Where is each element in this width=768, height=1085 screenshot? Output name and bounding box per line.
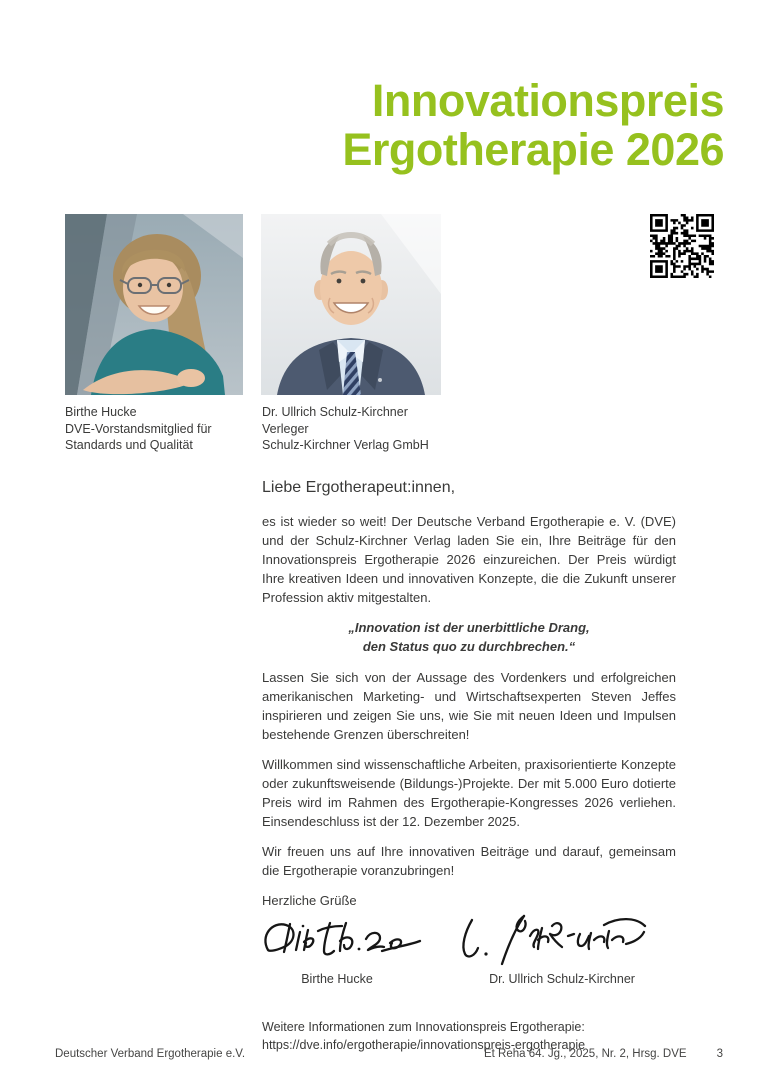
- paragraph-3: Willkommen sind wissenschaftliche Arbeiten, praxisorientierte Konzepte oder zukunftsweisende (Bildungs-)Projekte. Der mit 5.000 Euro dotierte Preis wird im Rahmen des Ergotherapie-Kongresses 2026 verliehen. Einsendeschluss ist der 12. Dezember 2025.: [262, 757, 676, 829]
- page-title-line-2: Ergotherapie 2026: [342, 124, 724, 175]
- quote: [262, 618, 676, 656]
- caption-line: Birthe Hucke: [65, 405, 137, 419]
- page-title-line-1: Innovationspreis: [371, 75, 724, 126]
- signature-schulz-kirchner: [458, 914, 648, 970]
- paragraph-1: es ist wieder so weit! Der Deutsche Verband Ergotherapie e. V. (DVE) und der Schulz-Kirchner Verlag laden Sie ein, Ihre Beiträge für den Innovationspreis Ergotherapie 2026 einzureichen. Der Preis würdigt Ihre kreativen Ideen und innovativen Konzepte, die die Zukunft unserer Profession aktiv mitgestalten.: [262, 514, 676, 605]
- paragraph-2: Lassen Sie sich von der Aussage des Vordenkers und erfolgreichen amerikanischen Marketing- und Wirtschaftsexperten Steven Jeffes inspirieren und zeigen Sie uns, wie Sie mit neuen Ideen und Impulsen bestehende Grenzen überschreiten!: [262, 670, 676, 742]
- caption-line: DVE-Vorstandsmitglied für: [65, 421, 212, 436]
- quote-line-1: „Innovation ist der unerbittliche Drang,: [348, 620, 590, 635]
- photo-birthe-hucke: [65, 214, 243, 395]
- signature-name-schulz-kirchner: Dr. Ullrich Schulz-Kirchner: [489, 972, 635, 986]
- caption-line: Verleger: [262, 421, 309, 436]
- qr-code-icon: [650, 214, 714, 278]
- footer-journal-info: Et Reha 64. Jg., 2025, Nr. 2, Hrsg. DVE: [483, 1048, 687, 1060]
- letter-body: [262, 478, 676, 1054]
- quote-line-2: den Status quo zu durchbrechen.“: [362, 639, 576, 654]
- caption-line: Dr. Ullrich Schulz-Kirchner: [262, 405, 408, 419]
- footer-publisher: Deutscher Verband Ergotherapie e.V.: [55, 1048, 246, 1060]
- more-info-heading: Weitere Informationen zum Innovationspreis Ergotherapie:: [262, 1020, 585, 1034]
- footer-right: [484, 1048, 723, 1060]
- signature-name-birthe-hucke: Birthe Hucke: [301, 972, 373, 986]
- signatures-row: [262, 914, 676, 972]
- page-title: [342, 76, 724, 174]
- caption-line: Schulz-Kirchner Verlag GmbH: [262, 438, 429, 452]
- footer-page-number: 3: [716, 1048, 723, 1060]
- signature-names-row: [262, 972, 676, 989]
- caption-schulz-kirchner: [262, 404, 429, 454]
- paragraph-4: Wir freuen uns auf Ihre innovativen Beiträge und darauf, gemeinsam die Ergotherapie voranzubringen!: [262, 844, 676, 878]
- closing-salutation: Herzliche Grüße: [262, 893, 357, 908]
- signature-birthe-hucke: [262, 918, 424, 968]
- more-info-url[interactable]: https://dve.info/ergotherapie/innovationspreis-ergotherapie: [262, 1037, 586, 1052]
- salutation: Liebe Ergotherapeut:innen,: [262, 479, 456, 496]
- caption-birthe-hucke: [65, 404, 212, 454]
- photo-schulz-kirchner: [261, 214, 441, 395]
- caption-line: Standards und Qualität: [65, 438, 193, 452]
